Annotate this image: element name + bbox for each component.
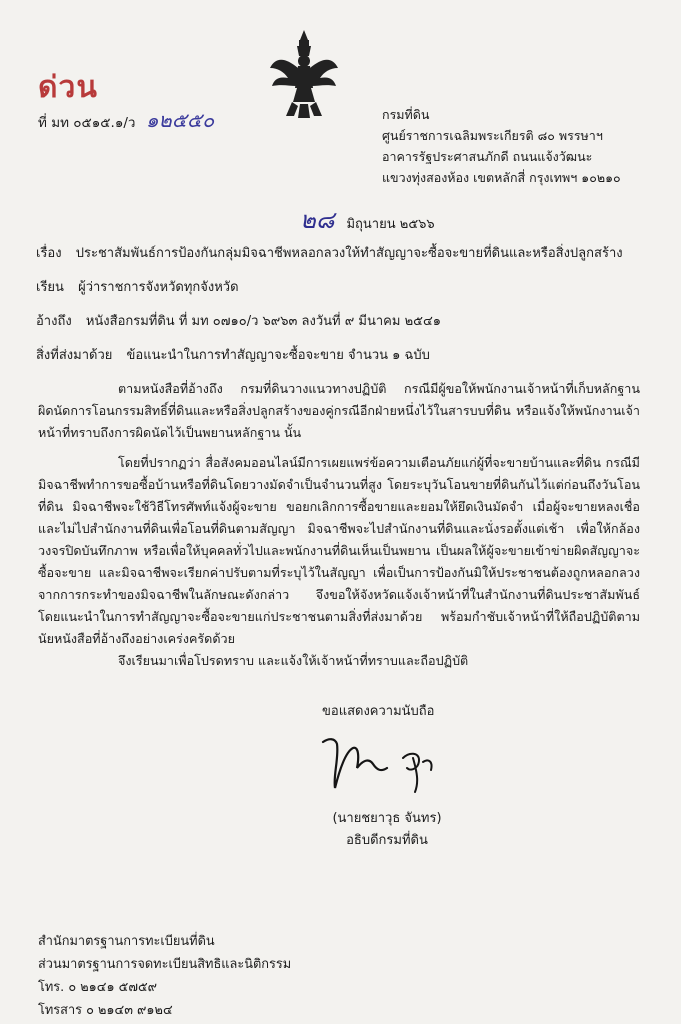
footer-fax: โทรสาร ๐ ๒๑๔๓ ๙๑๒๔ — [38, 1003, 173, 1018]
ref-number-handwritten: ๑๒๕๕๐ — [145, 108, 215, 132]
sender-address — [382, 104, 621, 188]
body-paragraph-3: จึงเรียนมาเพื่อโปรดทราบ และแจ้งให้เจ้าหน้าที่ทราบและถือปฏิบัติ — [118, 653, 469, 668]
date-day-handwritten: ๒๘ — [300, 206, 335, 234]
signer-title: อธิบดีกรมที่ดิน — [346, 833, 428, 848]
subject-line — [36, 242, 623, 263]
signer-block — [322, 808, 452, 852]
enclosure-line — [36, 344, 430, 365]
reference-line — [36, 310, 441, 331]
body-paragraph-2: โดยที่ปรากฏว่า สื่อสังคมออนไลน์มีการเผยแพร่ข้อความเตือนภัยแก่ผู้ที่จะขายบ้านและที่ดิน กรณีมีมิจฉาชีพทำการขอซื้อบ้านหรือที่ดินโดยวางมัดจำเป็นจำนวนที่สูง โดยระบุวันโอนขายที่ดินกันไว้แต่ก่อนถึงวันโอนที่ดิน มิจฉาชีพจะใช้วิธีโทรศัพท์แจ้งผู้จะขาย ขอยกเลิกการซื้อขายและยอมให้ยึดเงินมัดจำ เมื่อผู้จะขายหลงเชื่อและไม่ไปสำนักงานที่ดินเพื่อโอนที่ดินตามสัญญา มิจฉาชีพจะไปสำนักงานที่ดินและนั่งรอตั้งแต่เช้า เพื่อให้กล้องวงจรปิดบันทึกภาพ หรือเพื่อให้บุคคลทั่วไปและพนักงานที่ดินเห็นเป็นพยาน เป็นผลให้ผู้จะขายเข้าข่ายผิดสัญญาจะซื้อจะขาย และมิจฉาชีพจะเรียกค่าปรับตามที่ระบุไว้ในสัญญา เพื่อเป็นการป้องกันมิให้ประชาชนต้องถูกหลอกลวงจากการกระทำของมิจฉาชีพในลักษณะดังกล่าว จึงขอให้จังหวัดแจ้งเจ้าหน้าที่ในสำนักงานที่ดินประชาสัมพันธ์ โดยแนะนำในการทำสัญญาจะซื้อจะขายแก่ประชาชนตามสิ่งที่ส่งมาด้วย พร้อมกำชับเจ้าหน้าที่ให้ถือปฏิบัติตามนัยหนังสือที่อ้างถึงอย่างเคร่งครัดด้วย — [38, 455, 640, 646]
ref-prefix: ที่ มท ๐๕๑๕.๑/ว — [38, 115, 136, 131]
footer-office: สำนักมาตรฐานการทะเบียนที่ดิน — [38, 934, 215, 949]
body-paragraph-1: ตามหนังสือที่อ้างถึง กรมที่ดินวางแนวทางปฏิบัติ กรณีมีผู้ขอให้พนักงานเจ้าหน้าที่เก็บหลักฐานผิดนัดการโอนกรรมสิทธิ์ที่ดินและหรือสิ่งปลูกสร้างของคู่กรณีอีกฝ่ายหนึ่งไว้ในสารบบที่ดิน หรือแจ้งให้พนักงานเจ้าหน้าที่ทราบถึงการผิดนัดไว้เป็นพยานหลักฐาน นั้น — [38, 381, 640, 440]
address-line: ศูนย์ราชการเฉลิมพระเกียรติ ๘๐ พรรษาฯ — [382, 128, 603, 143]
garuda-emblem — [268, 28, 340, 120]
enclosure-text: ข้อแนะนำในการทำสัญญาจะซื้อจะขาย จำนวน ๑ ฉบับ — [126, 348, 430, 363]
handwritten-signature — [315, 728, 465, 798]
to-label: เรียน — [36, 280, 64, 295]
reference-label: อ้างถึง — [36, 314, 72, 329]
closing-salutation: ขอแสดงความนับถือ — [322, 704, 435, 719]
letter-date — [300, 200, 435, 239]
address-line: แขวงทุ่งสองห้อง เขตหลักสี่ กรุงเทพฯ ๑๐๒๑๐ — [382, 170, 621, 185]
footer-contact — [38, 930, 291, 1022]
enclosure-label: สิ่งที่ส่งมาด้วย — [36, 348, 113, 363]
reference-text: หนังสือกรมที่ดิน ที่ มท ๐๗๑๐/ว ๖๙๖๓ ลงวันที่ ๙ มีนาคม ๒๕๔๑ — [85, 314, 442, 329]
to-line — [36, 276, 239, 297]
address-line: กรมที่ดิน — [382, 107, 430, 122]
subject-text: ประชาสัมพันธ์การป้องกันกลุ่มมิจฉาชีพหลอกลวงให้ทำสัญญาจะซื้อจะขายที่ดินและหรือสิ่งปลูกสร้าง — [75, 246, 623, 261]
to-text: ผู้ว่าราชการจังหวัดทุกจังหวัด — [78, 280, 239, 295]
address-line: อาคารรัฐประศาสนภักดี ถนนแจ้งวัฒนะ — [382, 149, 593, 164]
subject-label: เรื่อง — [36, 246, 62, 261]
footer-phone: โทร. ๐ ๒๑๔๑ ๕๗๕๙ — [38, 980, 157, 995]
date-month-year: มิถุนายน ๒๕๖๖ — [346, 217, 435, 232]
footer-division: ส่วนมาตรฐานการจดทะเบียนสิทธิและนิติกรรม — [38, 957, 292, 972]
signer-name: (นายชยาวุธ จันทร) — [332, 811, 442, 826]
reference-number — [38, 104, 214, 136]
urgent-stamp: ด่วน — [38, 70, 98, 105]
